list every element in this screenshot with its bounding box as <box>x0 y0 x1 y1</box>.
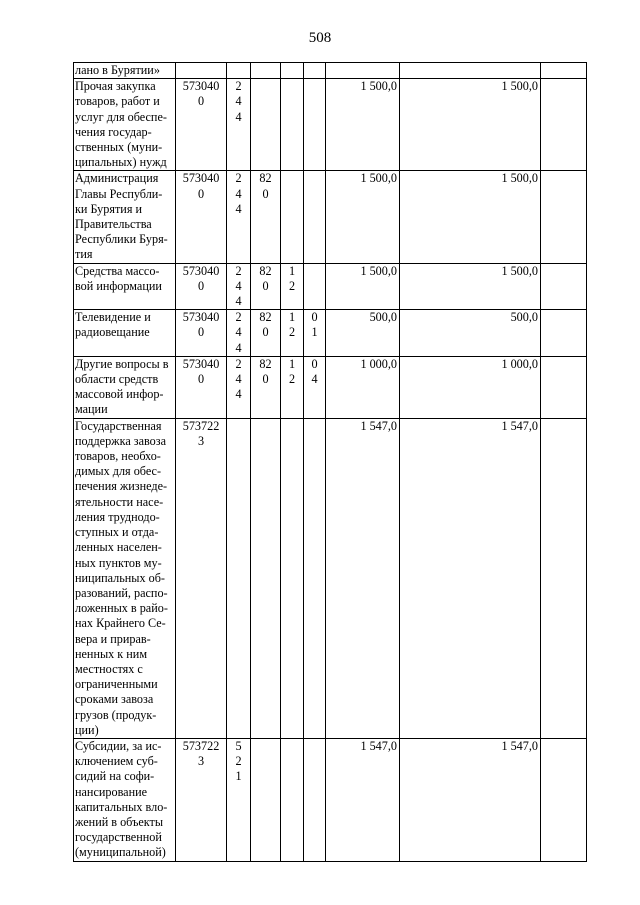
cell-sum-3 <box>541 63 587 79</box>
table-row <box>74 171 587 263</box>
cell-sum-3 <box>541 263 587 310</box>
cell-gr <box>251 418 281 738</box>
cell-sum-3 <box>541 356 587 418</box>
cell-vr: 2 4 4 <box>227 310 251 357</box>
cell-gr <box>251 63 281 79</box>
cell-vr <box>227 63 251 79</box>
page-number: 508 <box>308 30 332 46</box>
cell-rz: 1 2 <box>281 263 304 310</box>
cell-gr <box>251 738 281 861</box>
cell-gr <box>251 79 281 171</box>
cell-pr <box>304 263 326 310</box>
cell-name: Субсидии, за ис- ключением суб- сидий на софи- нансирование капитальных вло- жений в объекты государственной (муниципальной) <box>74 738 176 861</box>
cell-name: Средства массо- вой информации <box>74 263 176 310</box>
cell-rz <box>281 63 304 79</box>
table-row <box>74 310 587 357</box>
cell-rz: 1 2 <box>281 310 304 357</box>
cell-sum-3 <box>541 171 587 263</box>
cell-csr: 573040 0 <box>176 79 227 171</box>
table-row <box>74 418 587 738</box>
cell-sum-3 <box>541 79 587 171</box>
cell-pr <box>304 171 326 263</box>
cell-csr: 573722 3 <box>176 738 227 861</box>
cell-sum-1: 1 547,0 <box>326 738 400 861</box>
cell-csr: 573040 0 <box>176 310 227 357</box>
cell-pr: 0 4 <box>304 356 326 418</box>
cell-sum-1: 500,0 <box>326 310 400 357</box>
cell-pr <box>304 738 326 861</box>
cell-csr: 573040 0 <box>176 263 227 310</box>
table-row <box>74 79 587 171</box>
cell-sum-2: 500,0 <box>400 310 541 357</box>
cell-gr: 82 0 <box>251 356 281 418</box>
cell-gr: 82 0 <box>251 310 281 357</box>
cell-sum-2: 1 547,0 <box>400 418 541 738</box>
table-row <box>74 63 587 79</box>
table-body <box>74 63 587 862</box>
cell-name: Другие вопросы в области средств массовой инфор- мации <box>74 356 176 418</box>
cell-gr: 82 0 <box>251 171 281 263</box>
cell-sum-1: 1 547,0 <box>326 418 400 738</box>
cell-sum-2: 1 500,0 <box>400 263 541 310</box>
cell-name: лано в Бурятии» <box>74 63 176 79</box>
budget-table <box>73 62 587 862</box>
cell-name: Администрация Главы Республи- ки Бурятия и Правительства Республики Буря- тия <box>74 171 176 263</box>
cell-sum-3 <box>541 418 587 738</box>
cell-vr: 2 4 4 <box>227 79 251 171</box>
table-row <box>74 263 587 310</box>
cell-pr <box>304 79 326 171</box>
cell-sum-2: 1 500,0 <box>400 171 541 263</box>
cell-vr: 5 2 1 <box>227 738 251 861</box>
table-row <box>74 356 587 418</box>
cell-name: Государственная поддержка завоза товаров, необхо- димых для обес- печения жизнеде- ятельности насе- ления труднодо- ступных и отда- ленных населен- ных пунктов му- ниципальных об- разований, распо- ложенных в райо- нах Крайнего Се- вера и прирав- ненных к ним местностях с ограниченными сроками завоза грузов (продук- ции) <box>74 418 176 738</box>
cell-sum-2 <box>400 63 541 79</box>
cell-rz <box>281 79 304 171</box>
cell-sum-2: 1 500,0 <box>400 79 541 171</box>
cell-rz <box>281 171 304 263</box>
cell-sum-3 <box>541 310 587 357</box>
cell-sum-1: 1 500,0 <box>326 263 400 310</box>
cell-sum-1: 1 000,0 <box>326 356 400 418</box>
cell-vr: 2 4 4 <box>227 171 251 263</box>
cell-pr <box>304 418 326 738</box>
table-row <box>74 738 587 861</box>
cell-pr: 0 1 <box>304 310 326 357</box>
cell-csr: 573722 3 <box>176 418 227 738</box>
cell-name: Прочая закупка товаров, работ и услуг для обеспе- чения государ- ственных (муни- ципальных) нужд <box>74 79 176 171</box>
cell-vr: 2 4 4 <box>227 356 251 418</box>
cell-name: Телевидение и радиовещание <box>74 310 176 357</box>
cell-rz: 1 2 <box>281 356 304 418</box>
cell-vr <box>227 418 251 738</box>
cell-csr: 573040 0 <box>176 171 227 263</box>
cell-sum-2: 1 000,0 <box>400 356 541 418</box>
cell-pr <box>304 63 326 79</box>
cell-sum-3 <box>541 738 587 861</box>
cell-csr <box>176 63 227 79</box>
cell-csr: 573040 0 <box>176 356 227 418</box>
cell-vr: 2 4 4 <box>227 263 251 310</box>
cell-sum-1: 1 500,0 <box>326 171 400 263</box>
cell-sum-2: 1 547,0 <box>400 738 541 861</box>
cell-rz <box>281 418 304 738</box>
cell-rz <box>281 738 304 861</box>
cell-sum-1 <box>326 63 400 79</box>
cell-gr: 82 0 <box>251 263 281 310</box>
cell-sum-1: 1 500,0 <box>326 79 400 171</box>
